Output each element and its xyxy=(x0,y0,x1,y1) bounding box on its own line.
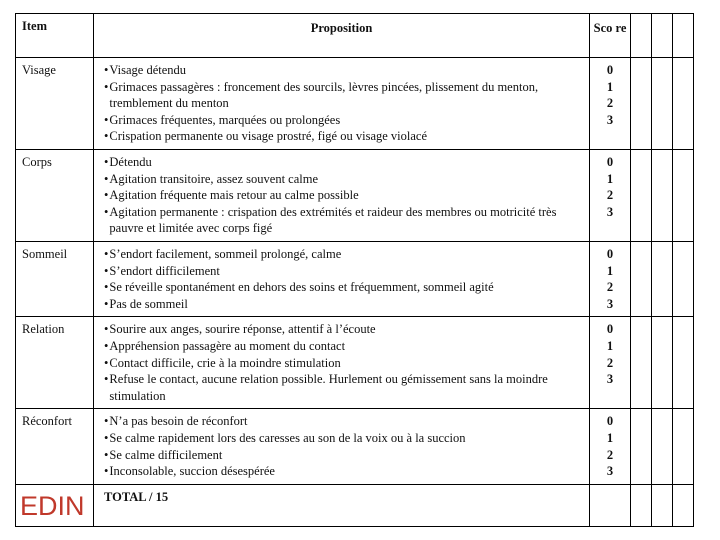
option-text: Se calme rapidement lors des caresses au son de la voix ou à la succion xyxy=(109,430,466,445)
blank-score-cell[interactable] xyxy=(652,484,673,526)
bullet-icon: • xyxy=(104,430,109,445)
bullet-icon: • xyxy=(104,246,109,261)
option-text: Appréhension passagère au moment du contact xyxy=(109,338,346,353)
option-text: Inconsolable, succion désespérée xyxy=(109,464,275,479)
blank-score-cell[interactable] xyxy=(631,14,652,58)
score-list xyxy=(590,58,631,150)
list-item xyxy=(104,463,585,480)
bullet-icon: • xyxy=(104,204,109,219)
score-list xyxy=(590,409,631,484)
bullet-icon: • xyxy=(104,79,109,94)
table-row xyxy=(16,317,694,409)
options-list xyxy=(94,317,590,409)
blank-score-cell[interactable] xyxy=(652,58,673,150)
bullet-icon: • xyxy=(104,372,109,387)
list-item xyxy=(104,128,585,145)
option-text: N’a pas besoin de réconfort xyxy=(109,414,248,429)
item-label: Visage xyxy=(16,58,94,150)
bullet-icon: • xyxy=(104,63,109,77)
blank-score-cell[interactable] xyxy=(673,317,694,409)
list-item xyxy=(104,171,585,188)
option-text: Agitation transitoire, assez souvent calme xyxy=(109,171,319,186)
option-text: Contact difficile, crie à la moindre stimulation xyxy=(109,355,341,370)
table-row xyxy=(16,241,694,316)
edin-logo: EDIN xyxy=(20,490,85,521)
blank-score-cell[interactable] xyxy=(631,241,652,316)
list-item xyxy=(104,430,585,447)
score-value: 1 xyxy=(606,171,614,186)
score-value: 0 xyxy=(606,322,614,337)
bullet-icon: • xyxy=(104,296,109,311)
header-score: Sco re xyxy=(590,14,631,58)
blank-score-cell[interactable] xyxy=(652,14,673,58)
list-item xyxy=(104,187,585,204)
options-list xyxy=(94,409,590,484)
table-row xyxy=(16,58,694,150)
score-value: 3 xyxy=(606,296,614,311)
option-text: Se calme difficilement xyxy=(109,447,223,462)
list-item xyxy=(104,355,585,372)
score-value: 3 xyxy=(606,112,614,127)
blank-score-cell[interactable] xyxy=(652,409,673,484)
bullet-icon: • xyxy=(104,464,109,479)
options-list xyxy=(94,241,590,316)
option-text: S’endort difficilement xyxy=(109,263,220,278)
score-value: 2 xyxy=(606,96,614,111)
bullet-icon: • xyxy=(104,280,109,295)
bullet-icon: • xyxy=(104,355,109,370)
option-text: Agitation permanente : crispation des extrémités et raideur des membres ou motricité très pauvre et limitée avec corps figé xyxy=(109,204,557,236)
blank-score-cell[interactable] xyxy=(631,317,652,409)
score-value: 1 xyxy=(606,263,614,278)
option-text: Refuse le contact, aucune relation possible. Hurlement ou gémissement sans la moindre stimulation xyxy=(109,372,548,403)
logo-cell xyxy=(16,484,94,526)
option-text: Crispation permanente ou visage prostré, figé ou visage violacé xyxy=(109,129,427,144)
bullet-icon: • xyxy=(104,263,109,278)
edin-scale-table xyxy=(15,13,694,527)
score-value: 3 xyxy=(606,204,614,219)
total-row xyxy=(16,484,694,526)
header-item: Item xyxy=(16,14,94,58)
options-list xyxy=(94,149,590,241)
blank-score-cell[interactable] xyxy=(673,409,694,484)
list-item xyxy=(104,321,585,338)
blank-score-cell[interactable] xyxy=(673,149,694,241)
blank-score-cell[interactable] xyxy=(652,317,673,409)
score-list xyxy=(590,149,631,241)
bullet-icon: • xyxy=(104,129,109,144)
list-item xyxy=(104,371,585,404)
options-list xyxy=(94,58,590,150)
list-item xyxy=(104,263,585,280)
list-item xyxy=(104,62,585,79)
item-label: Sommeil xyxy=(16,241,94,316)
bullet-icon: • xyxy=(104,414,109,429)
score-value: 2 xyxy=(606,355,614,370)
bullet-icon: • xyxy=(104,154,109,169)
score-value: 1 xyxy=(606,79,614,94)
score-value: 0 xyxy=(606,63,614,77)
score-value: 2 xyxy=(606,447,614,462)
item-label: Corps xyxy=(16,149,94,241)
option-text: Sourire aux anges, sourire réponse, attentif à l’écoute xyxy=(109,322,376,337)
option-text: Agitation fréquente mais retour au calme possible xyxy=(109,188,359,203)
score-value: 2 xyxy=(606,188,614,203)
header-row xyxy=(16,14,694,58)
item-label: Réconfort xyxy=(16,409,94,484)
list-item xyxy=(104,279,585,296)
bullet-icon: • xyxy=(104,322,109,337)
list-item xyxy=(104,447,585,464)
list-item xyxy=(104,79,585,112)
blank-score-cell[interactable] xyxy=(673,58,694,150)
table-row xyxy=(16,149,694,241)
blank-score-cell[interactable] xyxy=(673,484,694,526)
option-text: Pas de sommeil xyxy=(109,296,188,311)
list-item xyxy=(104,246,585,263)
blank-score-cell[interactable] xyxy=(673,241,694,316)
item-label: Relation xyxy=(16,317,94,409)
list-item xyxy=(104,413,585,430)
score-value: 3 xyxy=(606,372,614,387)
score-value: 0 xyxy=(606,154,614,169)
list-item xyxy=(104,296,585,313)
blank-score-cell[interactable] xyxy=(631,409,652,484)
list-item xyxy=(104,154,585,171)
bullet-icon: • xyxy=(104,112,109,127)
list-item xyxy=(104,204,585,237)
header-proposition: Proposition xyxy=(94,14,590,58)
bullet-icon: • xyxy=(104,188,109,203)
score-value: 1 xyxy=(606,338,614,353)
blank-score-cell[interactable] xyxy=(631,58,652,150)
score-list xyxy=(590,241,631,316)
score-value: 0 xyxy=(606,414,614,429)
score-value: 1 xyxy=(606,430,614,445)
list-item xyxy=(104,112,585,129)
table-row xyxy=(16,409,694,484)
bullet-icon: • xyxy=(104,171,109,186)
option-text: Visage détendu xyxy=(109,63,187,77)
bullet-icon: • xyxy=(104,338,109,353)
blank-score-cell[interactable] xyxy=(652,149,673,241)
option-text: Grimaces fréquentes, marquées ou prolongées xyxy=(109,112,341,127)
option-text: Se réveille spontanément en dehors des soins et fréquemment, sommeil agité xyxy=(109,280,494,295)
option-text: S’endort facilement, sommeil prolongé, calme xyxy=(109,246,342,261)
score-value: 3 xyxy=(606,464,614,479)
list-item xyxy=(104,338,585,355)
score-value: 0 xyxy=(606,246,614,261)
option-text: Détendu xyxy=(109,154,152,169)
bullet-icon: • xyxy=(104,447,109,462)
blank-score-cell[interactable] xyxy=(652,241,673,316)
total-score-cell[interactable] xyxy=(590,484,631,526)
score-list xyxy=(590,317,631,409)
score-value: 2 xyxy=(606,280,614,295)
blank-score-cell[interactable] xyxy=(631,484,652,526)
blank-score-cell[interactable] xyxy=(631,149,652,241)
blank-score-cell[interactable] xyxy=(673,14,694,58)
total-label: TOTAL / 15 xyxy=(94,484,590,526)
option-text: Grimaces passagères : froncement des sourcils, lèvres pincées, plissement du menton, tremblement du menton xyxy=(109,79,539,111)
